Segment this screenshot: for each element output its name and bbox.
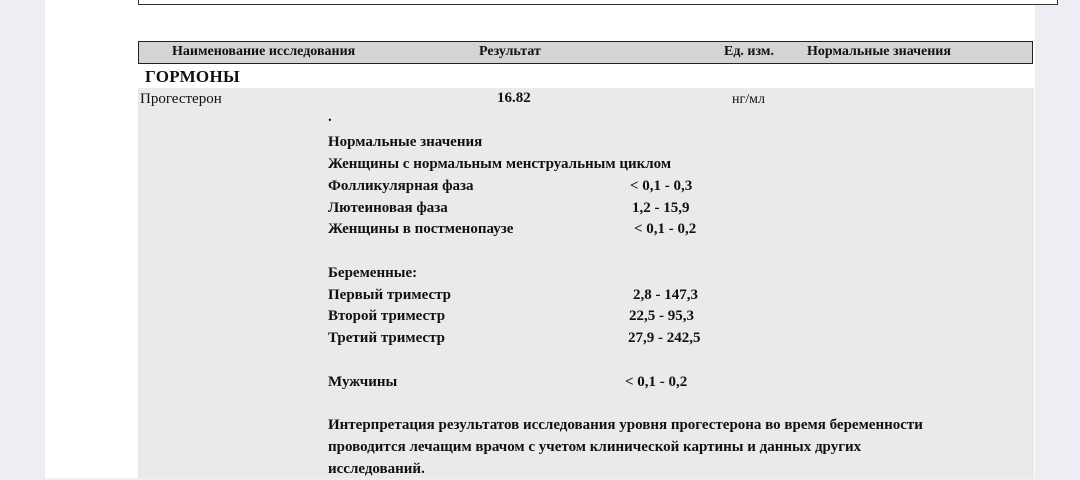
- header-unit: Ед. изм.: [724, 44, 774, 59]
- reference-follicular-label: Фолликулярная фаза: [328, 178, 474, 194]
- header-name: Наименование исследования: [172, 44, 356, 59]
- reference-luteal-label: Лютеиновая фаза: [328, 200, 448, 216]
- reference-tri1-label: Первый триместр: [328, 287, 452, 303]
- reference-tri2-label: Второй триместр: [328, 308, 446, 324]
- reference-title: Нормальные значения: [328, 134, 483, 150]
- reference-postmeno-value: < 0,1 - 0,2: [634, 221, 697, 237]
- report-page: [45, 0, 1035, 478]
- test-name: Прогестерон: [140, 91, 222, 107]
- reference-pregnant-label: Беременные:: [328, 265, 418, 281]
- reference-tri1-value: 2,8 - 147,3: [633, 287, 698, 303]
- reference-men-value: < 0,1 - 0,2: [625, 374, 688, 390]
- interpretation-note: Интерпретация результатов исследования уровня прогестерона во время беременности проводится лечащим врачом с учетом клинической картины и данных других исследований.: [328, 417, 923, 477]
- table-header: [138, 41, 1033, 64]
- reference-dot: .: [328, 109, 332, 125]
- reference-luteal-value: 1,2 - 15,9: [632, 200, 690, 216]
- reference-tri3-label: Третий триместр: [328, 330, 445, 346]
- reference-follicular-value: < 0,1 - 0,3: [630, 178, 693, 194]
- header-result: Результат: [479, 44, 541, 59]
- section-title: ГОРМОНЫ: [145, 67, 240, 86]
- reference-tri2-value: 22,5 - 95,3: [629, 308, 694, 324]
- reference-tri3-value: 27,9 - 242,5: [628, 330, 701, 346]
- previous-table-border: [138, 0, 1058, 5]
- test-unit: нг/мл: [732, 92, 765, 107]
- reference-women-cycle: Женщины с нормальным менструальным циклом: [328, 156, 672, 172]
- reference-men-label: Мужчины: [328, 374, 398, 390]
- header-norm: Нормальные значения: [807, 44, 951, 59]
- test-result: 16.82: [497, 90, 531, 106]
- reference-postmeno-label: Женщины в постменопаузе: [328, 221, 514, 237]
